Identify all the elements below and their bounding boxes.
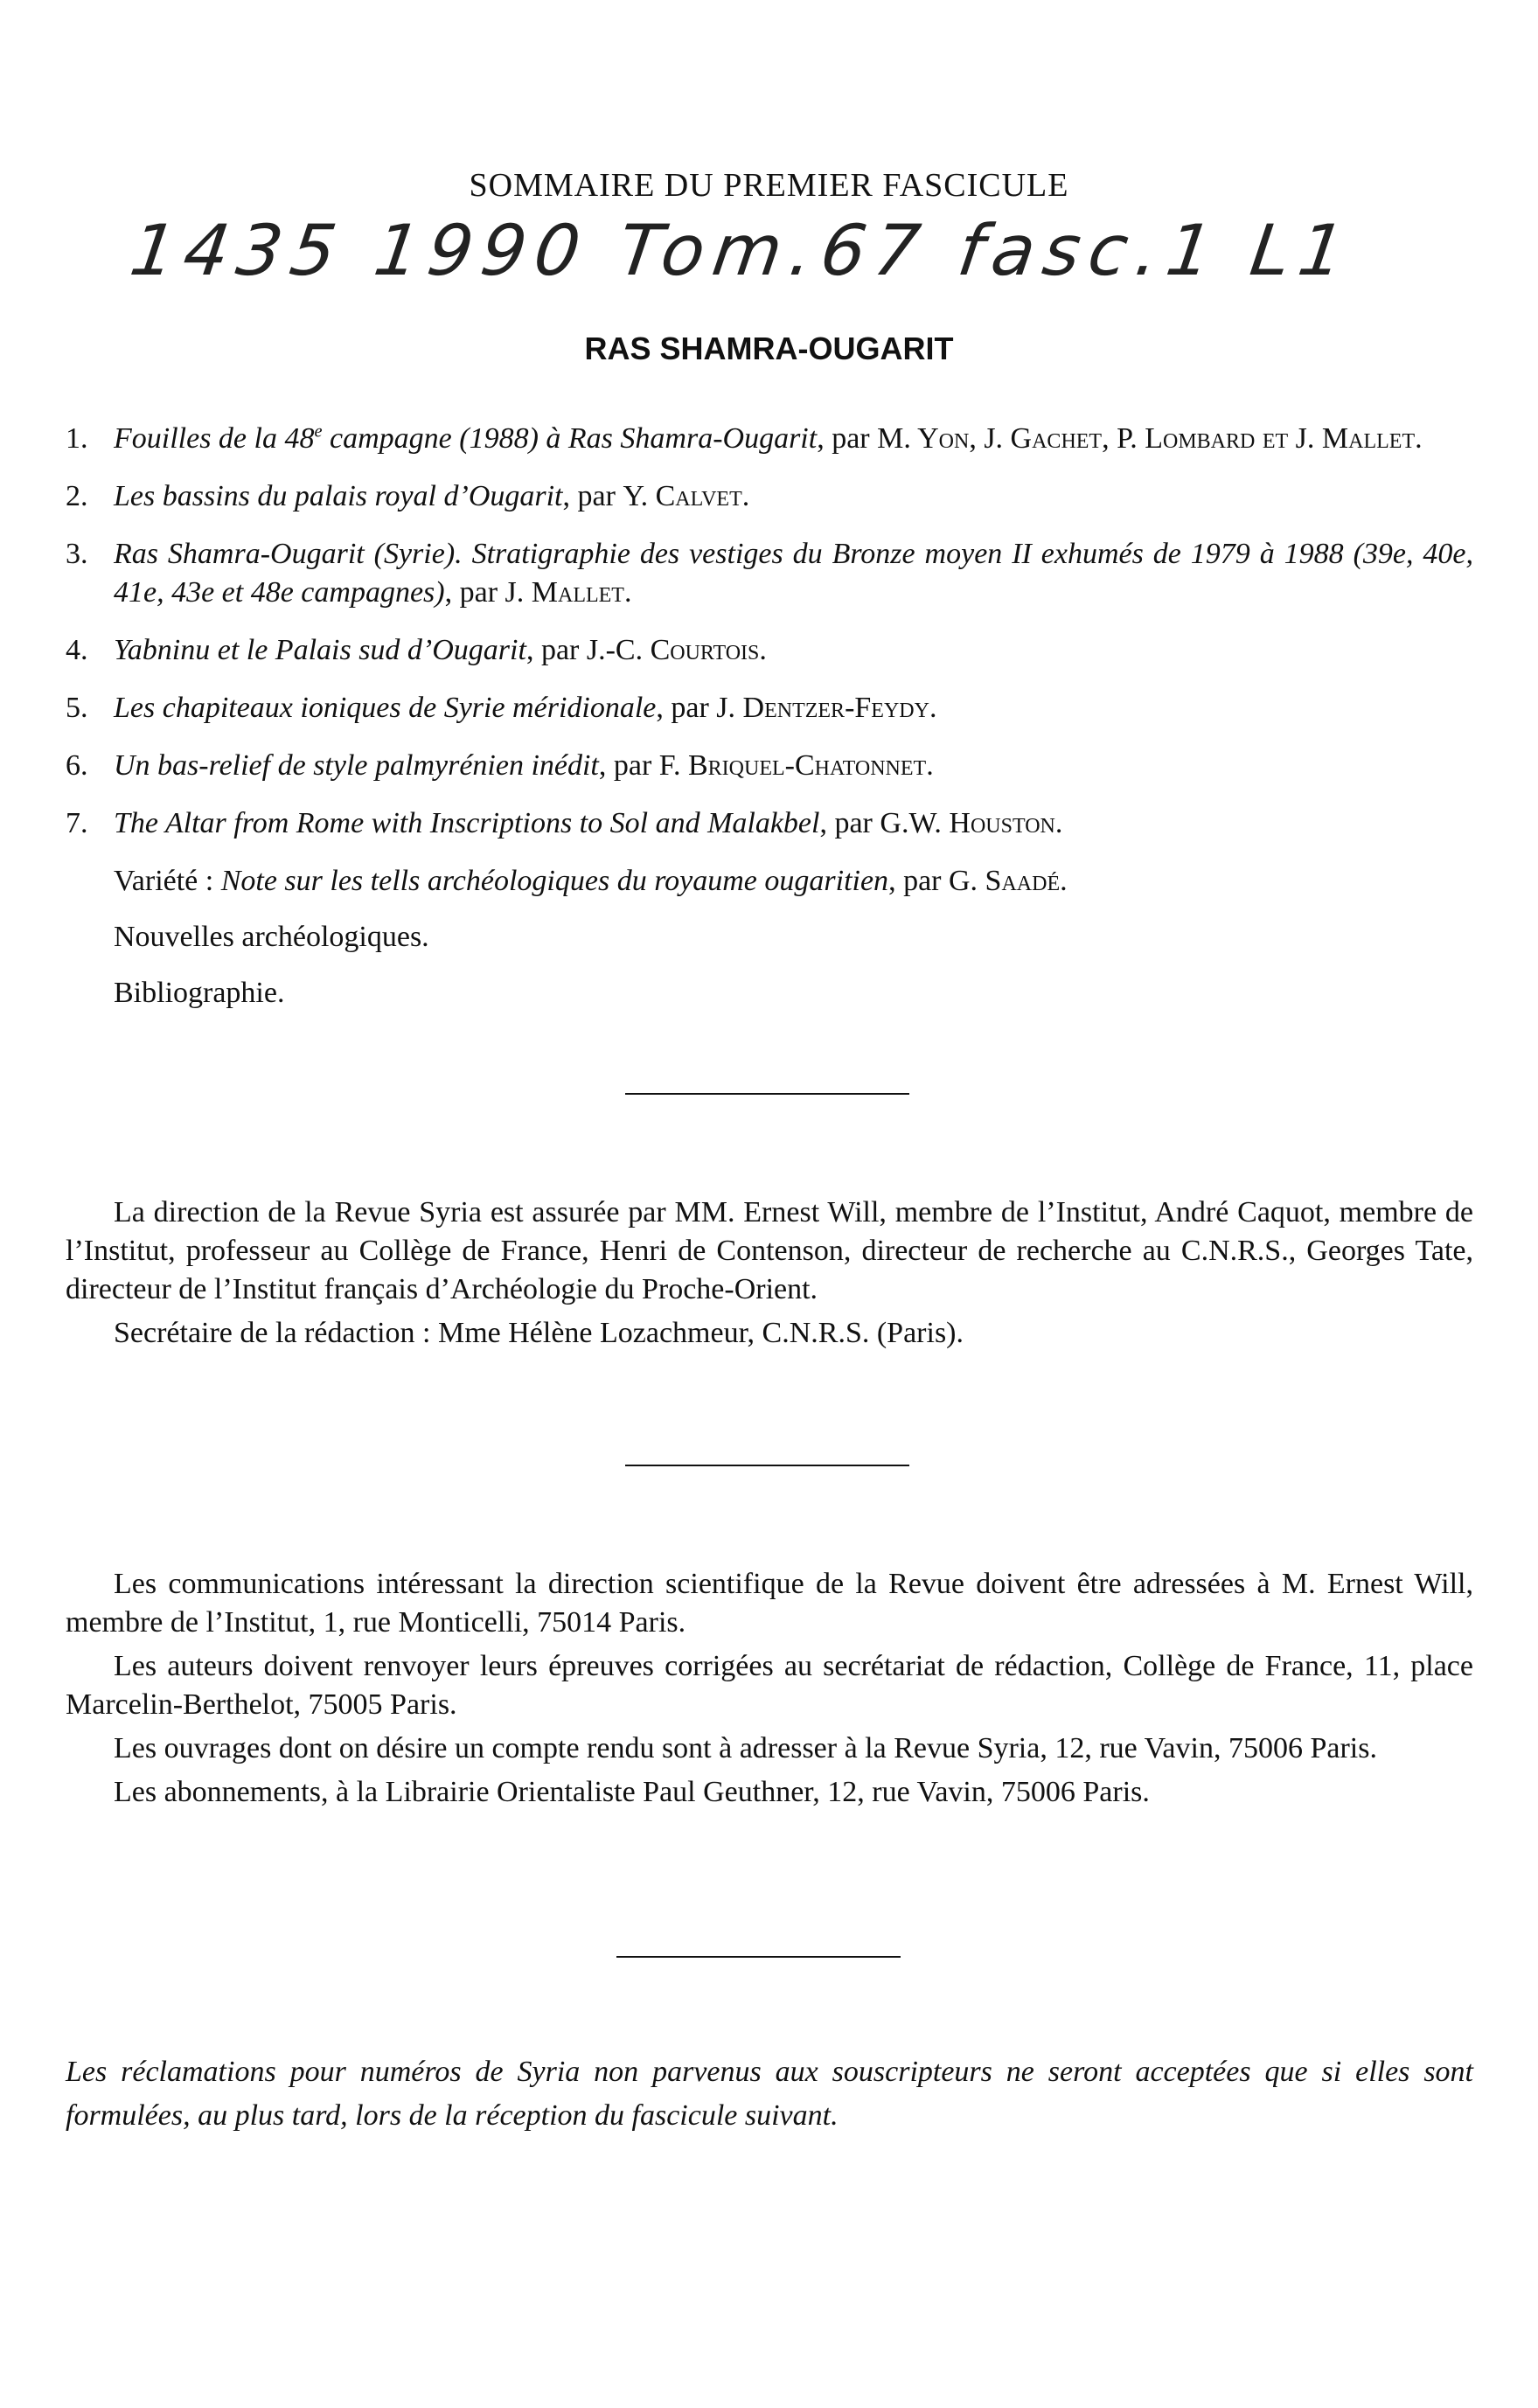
communications-paragraph: Les communications intéressant la direction scientifique de la Revue doivent être adressées à M. Ernest Will, membre de l’Institut, 1, rue Monticelli, 75014 Paris. (66, 1568, 1473, 1639)
news-label: Nouvelles archéologiques. (114, 921, 429, 953)
toc-title: Fouilles de la 48e campagne (1988) à Ras Shamra-Ougarit (114, 421, 818, 455)
toc-entry-5: 5. Les chapiteaux ioniques de Syrie méridionale, par J. Dentzer-Feydy. (66, 689, 1473, 727)
direction-paragraph: La direction de la Revue Syria est assurée par MM. Ernest Will, membre de l’Institut, André Caquot, membre de l’Institut, professeur au Collège de France, Henri de Contenson, directeur de recherche au C.N.R.S., Georges Tate, directeur de l’Institut français d’Archéologie du Proche-Orient. (66, 1196, 1473, 1305)
direction-section (66, 1194, 1473, 1358)
page-title: SOMMAIRE DU PREMIER FASCICULE (469, 167, 1069, 204)
toc-title: Les bassins du palais royal d’Ougarit (114, 480, 563, 512)
toc-authors: G. Saadé. (948, 865, 1068, 897)
toc-entry-news (66, 918, 1473, 957)
claims-notice: Les réclamations pour numéros de Syria non parvenus aux souscripteurs ne seront acceptées que si elles sont formulées, au plus tard, lors de la réception du fascicule suivant. (66, 2056, 1473, 2132)
toc-entry-7: 7. The Altar from Rome with Inscriptions to Sol and Malakbel, par G.W. Houston. (66, 804, 1473, 843)
toc-authors: Y. Calvet. (623, 480, 750, 512)
subscriptions-paragraph: Les abonnements, à la Librairie Orientaliste Paul Geuthner, 12, rue Vavin, 75006 Paris. (114, 1776, 1150, 1808)
reviews-paragraph: Les ouvrages dont on désire un compte rendu sont à adresser à la Revue Syria, 12, rue Vavin, 75006 Paris. (114, 1732, 1377, 1764)
toc-number: 6. (66, 749, 88, 782)
toc-authors: J. Dentzer-Feydy. (716, 692, 937, 724)
toc-number: 5. (66, 692, 88, 724)
toc-entry-6: 6. Un bas-relief de style palmyrénien inédit, par F. Briquel-Chatonnet. (66, 747, 1473, 785)
toc-entry-variety: Variété : Note sur les tells archéologiques du royaume ougaritien, par G. Saadé. (114, 865, 1068, 897)
toc-authors: G.W. Houston. (880, 807, 1063, 839)
toc-title: Yabninu et le Palais sud d’Ougarit (114, 634, 526, 666)
toc-authors: M. Yon, J. Gachet, P. Lombard et J. Mallet. (877, 422, 1423, 455)
toc-title: Un bas-relief de style palmyrénien inédit (114, 749, 599, 782)
divider-3 (616, 1956, 901, 1958)
toc-number: 2. (66, 480, 88, 512)
variety-label: Variété : (114, 865, 221, 897)
toc-authors: F. Briquel-Chatonnet. (658, 749, 934, 782)
toc-entry-3: 3. Ras Shamra-Ougarit (Syrie). Stratigraphie des vestiges du Bronze moyen II exhumés de 1979 à 1988 (39e, 40e, 41e, 43e et 48e campagnes), par J. Mallet. (66, 535, 1473, 612)
toc-number: 7. (66, 807, 88, 839)
toc-title: Ras Shamra-Ougarit (Syrie). Stratigraphie des vestiges du Bronze moyen II exhumés de 1979 à 1988 (39e, 40e, 41e, 43e et 48e campagnes) (114, 538, 1473, 609)
toc-entry-4: 4. Yabninu et le Palais sud d’Ougarit, par J.-C. Courtois. (66, 631, 1473, 670)
toc-number: 1. (66, 422, 88, 455)
toc-number: 4. (66, 634, 88, 666)
handwritten-catalog-note: 1435 1990 Tom.67 fasc.1 L1 (125, 210, 1359, 291)
toc-entry-bibliography (66, 974, 1473, 1013)
section-title: RAS SHAMRA-OUGARIT (584, 331, 954, 366)
toc-authors: J. Mallet. (505, 576, 632, 609)
toc-entry-1: 1. Fouilles de la 48e campagne (1988) à Ras Shamra-Ougarit, par M. Yon, J. Gachet, P. Lombard et J. Mallet. (66, 420, 1473, 458)
divider-1 (625, 1093, 909, 1095)
toc-number: 3. (66, 538, 88, 570)
toc-title: Note sur les tells archéologiques du royaume ougaritien (220, 865, 889, 897)
toc-title: Les chapiteaux ioniques de Syrie méridionale (114, 692, 657, 724)
table-of-contents (66, 420, 1473, 1030)
toc-entry-2: 2. Les bassins du palais royal d’Ougarit, par Y. Calvet. (66, 477, 1473, 516)
communications-section (66, 1565, 1473, 1817)
proofs-paragraph: Les auteurs doivent renvoyer leurs épreuves corrigées au secrétariat de rédaction, Collège de France, 11, place Marcelin-Berthelot, 75005 Paris. (66, 1650, 1473, 1721)
secretary-paragraph: Secrétaire de la rédaction : Mme Hélène Lozachmeur, C.N.R.S. (Paris). (114, 1317, 964, 1349)
toc-authors: J.-C. Courtois. (586, 634, 767, 666)
bibliography-label: Bibliographie. (114, 977, 285, 1009)
divider-2 (625, 1465, 909, 1466)
toc-title: The Altar from Rome with Inscriptions to Sol and Malakbel (114, 807, 820, 839)
